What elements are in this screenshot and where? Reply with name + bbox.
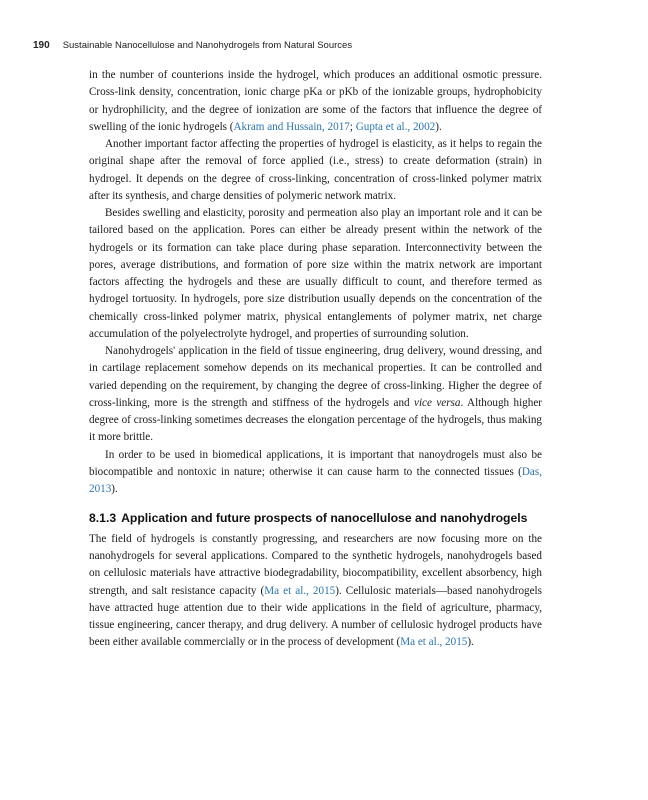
- running-header: [33, 40, 352, 51]
- paragraph-6: The field of hydrogels is constantly progressing, and researchers are now focusing more on the nanohydrogels for several applications. Compared to the synthetic hydrogels, nanohydrogels based on cellulosic materials have attractive biodegradability, biocompatibility, excellent absorbency, high strength, and salt resistance capacity (Ma et al., 2015). Cellulosic materials—based nanohydrogels have attracted huge attention due to their wide applications in the field of agriculture, pharmacy, tissue engineering, cancer therapy, and drug delivery. A number of cellulosic hydrogel products have been either available commercially or in the process of development (Ma et al., 2015).: [89, 532, 542, 649]
- citation-link[interactable]: Gupta et al., 2002: [355, 120, 436, 133]
- paragraph-4: Nanohydrogels' application in the field of tissue engineering, drug delivery, wound dressing, and in cartilage replacement somehow depends on its mechanical properties. It can be controlled and varied depending on the requirement, by changing the degree of cross-linking. Higher the degree of cross-linking, more is the strength and stiffness of the hydrogels and vice versa. Although higher degree of cross-linking sometimes decreases the elongation percentage of the hydrogels, thus making it more brittle.: [89, 345, 542, 444]
- italic-term: vice versa: [414, 396, 461, 409]
- paragraph-1: in the number of counterions inside the hydrogel, which produces an additional osmotic pressure. Cross-link density, concentration, ionic charge pKa or pKb of the ionizable groups, hydrophobicity or hydrophilicity, and the degree of ionization are some of the factors that influence the degree of swelling of the ionic hydrogels (Akram and Hussain, 2017; Gupta et al., 2002).: [89, 69, 542, 133]
- paragraph-5: In order to be used in biomedical applications, it is important that nanoydrogels must also be biocompatible and nontoxic in nature; otherwise it can cause harm to the connected tissues (Das, 2013).: [89, 448, 542, 495]
- paragraph-3: Besides swelling and elasticity, porosity and permeation also play an important role and it can be tailored based on the application. Pores can either be already present within the network of the hydrogels or its formation can take place during phase separation. Interconnectivity between the pores, average distributions, and formation of pore size within the matrix network are important factors affecting the hydrogels and these are usually difficult to count, and therefore termed as hydrogel tortuosity. In hydrogels, pore size distribution usually depends on the concentration of the chemically cross-linked polymer matrix, physical entanglements of polymer matrix, net charge accumulation of the polyelectrolyte hydrogel, and properties of surrounding solution.: [89, 207, 542, 340]
- citation-link[interactable]: Akram and Hussain, 2017: [233, 120, 350, 133]
- citation-link[interactable]: Ma et al., 2015: [400, 636, 468, 649]
- paragraph-2: Another important factor affecting the properties of hydrogel is elasticity, as it helps to regain the original shape after the removal of force applied (i.e., stress) to create deformation (strain) in hydrogel. It depends on the degree of cross-linking, concentration of cross-linked polymer matrix after its synthesis, and charge densities of polymeric network matrix.: [89, 138, 542, 202]
- section-title: Application and future prospects of nanocellulose and nanohydrogels: [121, 511, 528, 526]
- citation-link[interactable]: Das, 2013: [89, 465, 542, 495]
- section-heading: [89, 511, 542, 526]
- section-number: 8.1.3: [89, 511, 117, 526]
- page-number: 190: [33, 40, 50, 51]
- citation-link[interactable]: Ma et al., 2015: [264, 584, 336, 597]
- body-text: [89, 67, 542, 652]
- running-title: Sustainable Nanocellulose and Nanohydrogels from Natural Sources: [62, 40, 353, 51]
